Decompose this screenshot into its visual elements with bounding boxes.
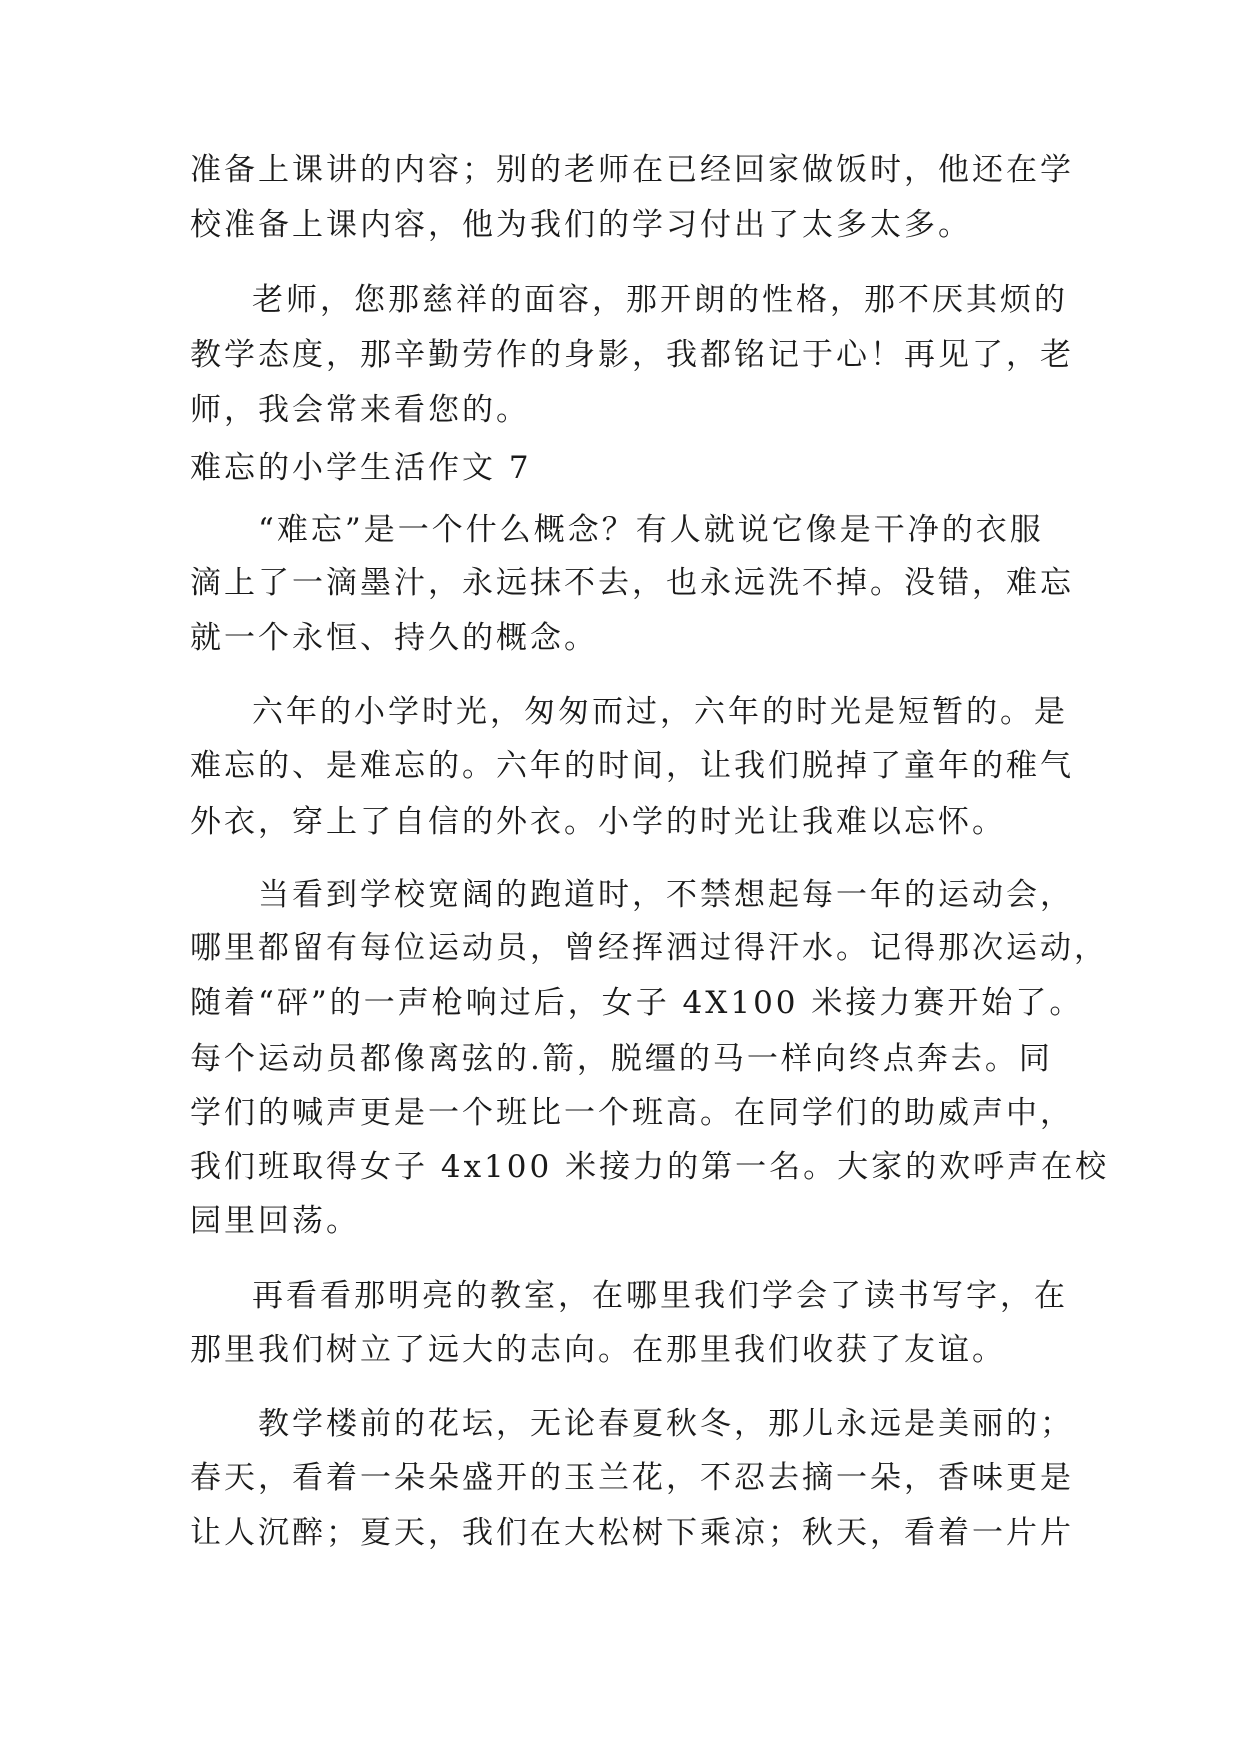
text-line: 随着“砰”的一声枪响过后，女子 4X100 米接力赛开始了。 [190,985,1084,1021]
text-line: 六年的小学时光，匆匆而过，六年的时光是短暂的。是 [252,694,1068,730]
text-line: 师，我会常来看您的。 [190,392,530,428]
text-line: 让人沉醉；夏天，我们在大松树下乘凉；秋天，看着一片片 [190,1515,1074,1551]
text-line: 再看看那明亮的教室，在哪里我们学会了读书写字，在 [252,1278,1068,1314]
text-line: 学们的喊声更是一个班比一个班高。在同学们的助威声中， [190,1095,1074,1131]
section-heading: 难忘的小学生活作文 7 [190,450,532,486]
text-line: 准备上课讲的内容；别的老师在已经回家做饭时，他还在学 [190,152,1074,188]
text-line: 园里回荡。 [190,1203,360,1239]
text-line: 教学态度，那辛勤劳作的身影，我都铭记于心！再见了，老 [190,337,1074,373]
text-line: 校准备上课内容，他为我们的学习付出了太多太多。 [190,207,972,243]
text-line: 滴上了一滴墨汁，永远抹不去，也永远洗不掉。没错，难忘 [190,565,1074,601]
text-line: 难忘的、是难忘的。六年的时间，让我们脱掉了童年的稚气 [190,748,1074,784]
text-line: 就一个永恒、持久的概念。 [190,620,598,656]
text-line: 外衣，穿上了自信的外衣。小学的时光让我难以忘怀。 [190,804,1006,840]
text-line: 老师，您那慈祥的面容，那开朗的性格，那不厌其烦的 [252,282,1068,318]
text-line: 我们班取得女子 4x100 米接力的第一名。大家的欢呼声在校 [190,1149,1110,1185]
text-line: 那里我们树立了远大的志向。在那里我们收获了友谊。 [190,1332,1006,1368]
text-line: 教学楼前的花坛，无论春夏秋冬，那儿永远是美丽的； [258,1406,1074,1442]
text-line: 当看到学校宽阔的跑道时，不禁想起每一年的运动会， [258,877,1074,913]
text-line: 哪里都留有每位运动员，曾经挥洒过得汗水。记得那次运动， [190,930,1108,966]
text-line: 每个运动员都像离弦的.箭，脱缰的马一样向终点奔去。同 [190,1041,1053,1077]
text-line: 春天，看着一朵朵盛开的玉兰花，不忍去摘一朵，香味更是 [190,1460,1074,1496]
text-line: “难忘”是一个什么概念？有人就说它像是干净的衣服 [258,512,1044,548]
